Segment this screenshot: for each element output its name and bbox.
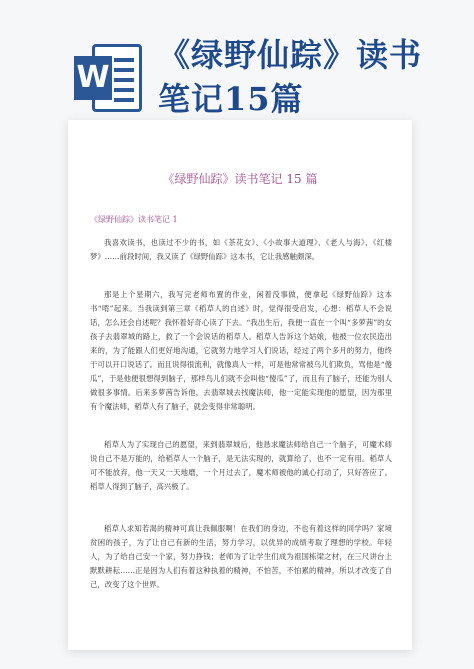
word-icon-line [114,78,134,82]
word-document-icon [74,44,144,112]
word-icon-line [114,98,134,102]
document-title: 《绿野仙踪》读书笔记 15 篇 [162,172,318,186]
paragraph: 那是上个星期六，我写完老师布置的作业，闲着没事做，便拿起《绿野仙踪》这本书“啃”起来。当我读到第三章《稻草人的自述》时，觉得很受启发，心想：稻草人不会说话，怎么还会自述呢？我怀着好奇心读了下去。“我出生后，我便一直在一个叫“多萝茜”的女孩子去翡翠城的路上，救了一个会说话的稻草人。稻草人告诉这个姑娘，他被一位农民造出来的，为了能跟人们更好地沟通，它就努力地学习人们说话，经过了两个多月的努力，他终于可以开口说话了。而且说得很流利，就像真人一样，可是他常常被乌儿们欺负，骂他是“傻瓜”，于是他便很想得到脑子，那样鸟儿们就不会叫他“傻瓜”了，而且有了脑子，还能为别人做很多事情。后来多萝茜告诉他，去翡翠城去找魔法师，他一定能实现他的愿望，因为那里有个魔法师，稻草人有了脑子，就会变得非常聪明。 [90,290,392,411]
word-icon-line [114,88,134,92]
word-icon-line [114,58,134,62]
paragraph: 稻草人为了实现自己的愿望，来到翡翠城后，他恳求魔法师给自己一个脑子，可魔术师说自己不是万能的，给稻草人一个脑子，是无法实现的，就算给了，也不一定有用。稻草人可不能放弃，他一天又一天地磨，一个月过去了，魔术师被他的诚心打动了，只好答应了。稻草人得到了脑子，高兴极了。 [90,440,392,491]
paragraph: 我喜欢读书，也读过不少的书，如《茶花女》、《小故事大道理》、《老人与海》、《红楼梦》……前段时间，我又读了《绿野仙踪》这本书，它让我感触颇深。 [90,238,392,261]
paragraph: 稻草人求知若渴的精神可真让我佩服啊！在我们的身边，不也有着这样的同学吗？家境贫困的孩子，为了让自己有新的生活，努力学习，以优异的成绩考取了理想的学校。年轻人，为了给自己安一个家，努力挣钱；老师为了让学生们成为祖国栋梁之材，在三尺讲台上默默耕耘……正是因为人们有着这种执着的精神，不怕苦，不怕累的精神，所以才改变了自己，改变了这个世界。 [90,524,392,589]
word-icon-line [114,68,134,72]
section-heading: 《绿野仙踪》读书笔记 1 [90,215,178,224]
banner [0,0,474,140]
word-icon-letter: W [74,56,112,100]
banner-title-line-1: 《绿野仙踪》读书 [158,36,423,74]
banner-title-line-2: 笔记15篇 [158,80,304,118]
document-page [68,120,412,650]
